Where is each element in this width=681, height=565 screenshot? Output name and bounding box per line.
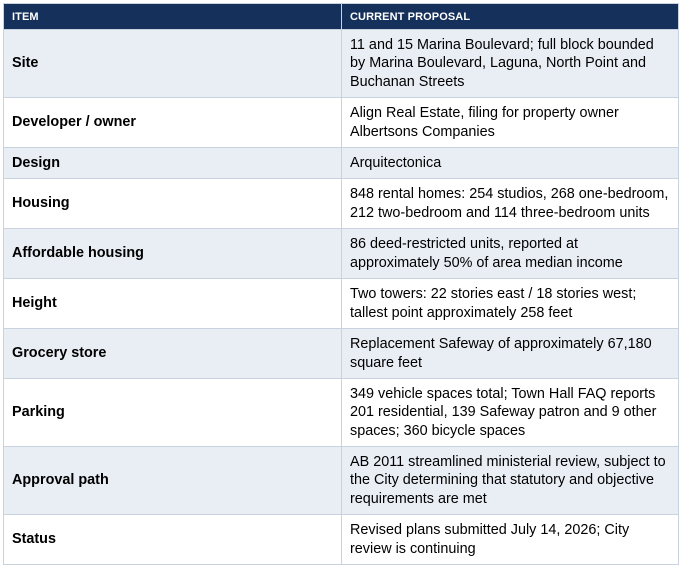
row-label: Affordable housing	[4, 229, 342, 279]
row-value: Two towers: 22 stories east / 18 stories west; tallest point approximately 258 feet	[342, 279, 679, 329]
row-value: 848 rental homes: 254 studios, 268 one-bedroom, 212 two-bedroom and 114 three-bedroom units	[342, 179, 679, 229]
row-label: Parking	[4, 379, 342, 447]
row-label: Site	[4, 30, 342, 98]
row-value: AB 2011 streamlined ministerial review, subject to the City determining that statutory and objective requirements are met	[342, 447, 679, 515]
row-value: Align Real Estate, filing for property owner Albertsons Companies	[342, 98, 679, 148]
table-row	[4, 179, 679, 229]
row-label: Approval path	[4, 447, 342, 515]
row-value: 86 deed-restricted units, reported at approximately 50% of area median income	[342, 229, 679, 279]
header-current-proposal: CURRENT PROPOSAL	[342, 4, 679, 30]
table-header-row	[4, 4, 679, 30]
row-label: Grocery store	[4, 329, 342, 379]
row-value: Revised plans submitted July 14, 2026; City review is continuing	[342, 515, 679, 565]
row-value: 349 vehicle spaces total; Town Hall FAQ reports 201 residential, 139 Safeway patron and 9 other spaces; 360 bicycle spaces	[342, 379, 679, 447]
proposal-table	[3, 3, 679, 565]
table-row	[4, 30, 679, 98]
table-row	[4, 379, 679, 447]
row-value: Replacement Safeway of approximately 67,180 square feet	[342, 329, 679, 379]
row-value: 11 and 15 Marina Boulevard; full block bounded by Marina Boulevard, Laguna, North Point and Buchanan Streets	[342, 30, 679, 98]
row-label: Developer / owner	[4, 98, 342, 148]
table-row	[4, 148, 679, 179]
row-label: Status	[4, 515, 342, 565]
table-row	[4, 279, 679, 329]
table-row	[4, 98, 679, 148]
table-row	[4, 329, 679, 379]
row-label: Height	[4, 279, 342, 329]
table-row	[4, 447, 679, 515]
table-row	[4, 229, 679, 279]
table-row	[4, 515, 679, 565]
proposal-table-container	[3, 3, 678, 565]
row-value: Arquitectonica	[342, 148, 679, 179]
row-label: Design	[4, 148, 342, 179]
row-label: Housing	[4, 179, 342, 229]
header-item: ITEM	[4, 4, 342, 30]
